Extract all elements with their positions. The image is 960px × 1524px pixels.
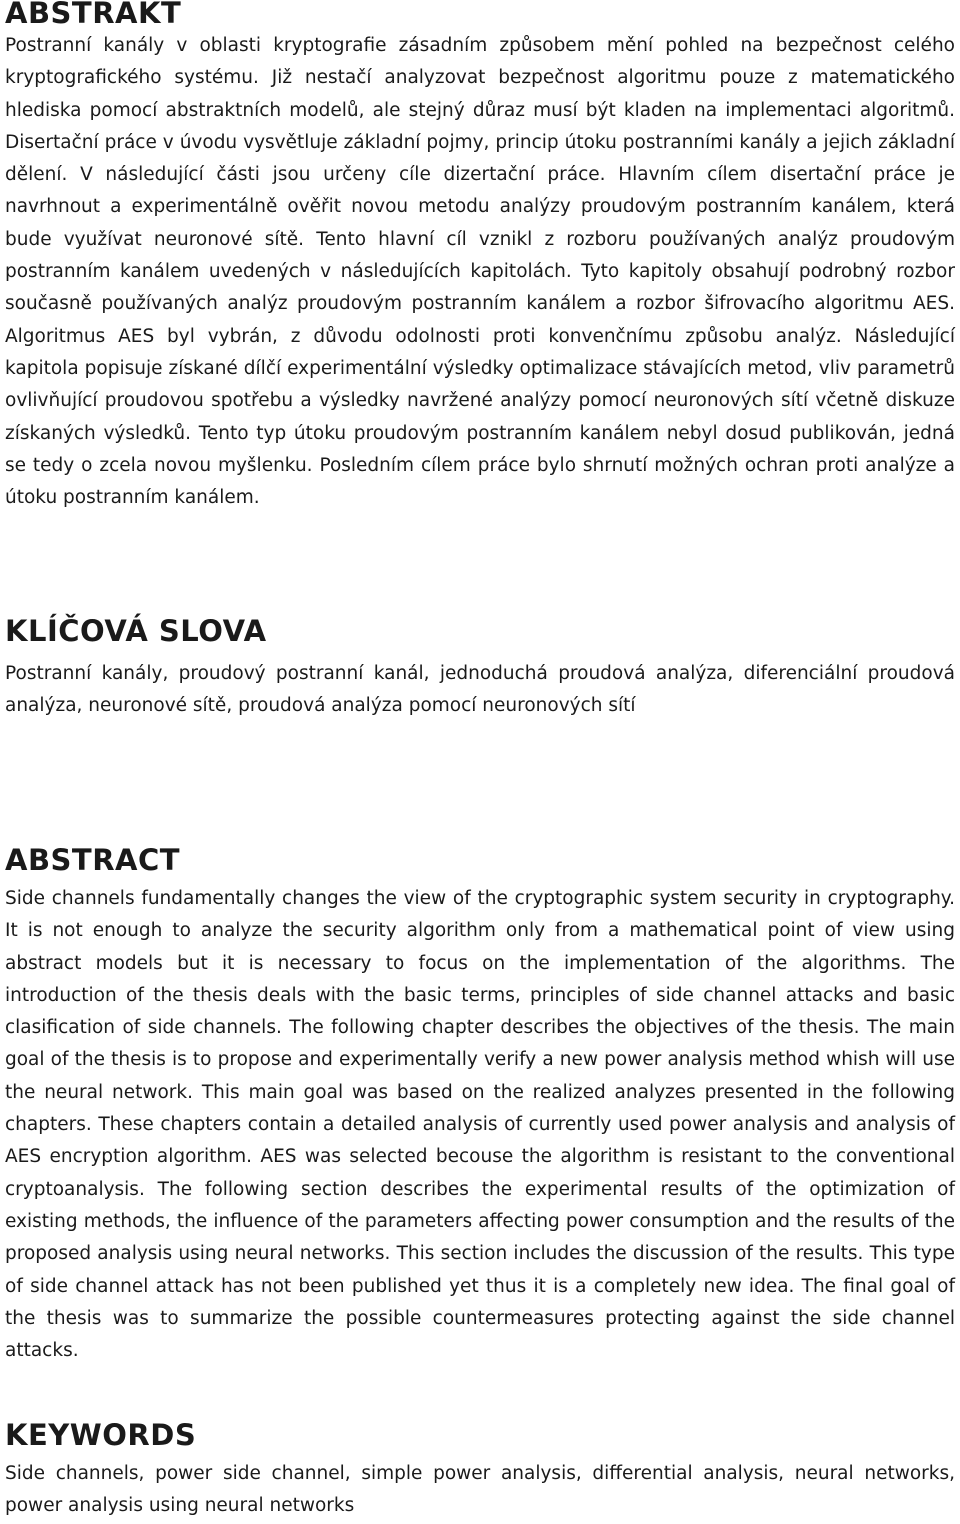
abstrakt-heading: ABSTRAKT [5,0,182,30]
abstract-text: Side channels fundamentally changes the view of the cryptographic system security in cryptography. It is not enough to analyze the security algorithm only from a mathematical point of view using abstract models but it is necessary to focus on the implementation of the algorithms. The introduction of the thesis deals with the basic terms, principles of side channel attacks and basic clasification of side channels. The following chapter describes the objectives of the thesis. The main goal of the thesis is to propose and experimentally verify a new power analysis method whish will use the neural network. This main goal was based on the realized analyzes presented in the following chapters. These chapters contain a detailed analysis of currently used power analysis and analysis of AES encryption algorithm. AES was selected becouse the algorithm is resistant to the conventional cryptoanalysis. The following section describes the experimental results of the optimization of existing methods, the influence of the parameters affecting power consumption and the results of the proposed analysis using neural networks. This section includes the discussion of the results. This type of side channel attack has not been published yet thus it is a completely new idea. The final goal of the thesis was to summarize the possible countermeasures protecting against the side channel attacks. [5,888,955,1362]
abstrakt-text: Postranní kanály v oblasti kryptografie zásadním způsobem mění pohled na bezpečnost celého kryptografického systému. Již nestačí analyzovat bezpečnost algoritmu pouze z matematického hlediska pomocí abstraktních modelů, ale stejný důraz musí být kladen na implementaci algoritmů. Disertační práce v úvodu vysvětluje základní pojmy, princip útoku postranními kanály a jejich základní dělení. V následující části jsou určeny cíle dizertační práce. Hlavním cílem disertační práce je navrhnout a experimentálně ověřit novou metodu analýzy proudovým postranním kanálem, která bude využívat neuronové sítě. Tento hlavní cíl vznikl z rozboru používaných analýz proudovým postranním kanálem uvedených v následujících kapitolách. Tyto kapitoly obsahují podrobný rozbor současně používaných analýz proudovým postranním kanálem a rozbor šifrovacího algoritmu AES. Algoritmus AES byl vybrán, z důvodu odolnosti proti konvenčnímu způsobu analýz. Následující kapitola popisuje získané dílčí experimentální výsledky optimalizace stávajících metod, vliv parametrů ovlivňující proudovou spotřebu a výsledky navržené analýzy pomocí neuronových sítí včetně diskuze získaných výsledků. Tento typ útoku proudovým postranním kanálem nebyl dosud publikován, jedná se tedy o zcela novou myšlenku. Posledním cílem práce bylo shrnutí možných ochran proti analýze a útoku postranním kanálem. [5,35,955,509]
abstrakt-section [5,0,955,514]
keywords-section [5,1418,955,1523]
klicova-slova-section [5,614,955,723]
keywords-heading: KEYWORDS [5,1418,197,1452]
klicova-slova-heading: KLÍČOVÁ SLOVA [5,614,267,648]
document-page [5,0,955,1524]
abstract-section [5,843,955,1367]
keywords-text: Side channels, power side channel, simple power analysis, differential analysis, neural networks, power analysis using neural networks [5,1463,955,1517]
abstract-heading: ABSTRACT [5,843,181,877]
klicova-slova-text: Postranní kanály, proudový postranní kanál, jednoduchá proudová analýza, diferenciální proudová analýza, neuronové sítě, proudová analýza pomocí neuronových sítí [5,663,955,717]
